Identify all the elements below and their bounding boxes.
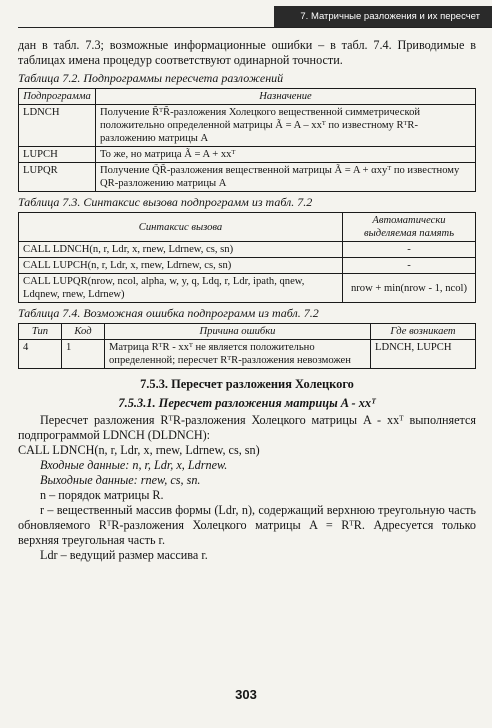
table72-header-purpose: Назначение xyxy=(96,89,476,105)
param-n: n – порядок матрицы R. xyxy=(40,488,164,502)
table73-cell: CALL LUPQR(nrow, ncol, alpha, w, y, q, Ldq, r, Ldr, ipath, qnew, Ldqnew, rnew, Ldrnew) xyxy=(19,274,343,303)
table72-cell: LUPQR xyxy=(19,163,96,192)
table74-cell: LDNCH, LUPCH xyxy=(371,340,476,369)
param-r: r – вещественный массив формы (Ldr, n), содержащий верхнюю треугольную часть обновляемого RᵀR-разложения Холецкого матрицы A = RᵀR. Адресуется только верхняя треугольная часть r. xyxy=(18,503,476,547)
table73-cell: CALL LUPCH(n, r, Ldr, x, rnew, Ldrnew, cs, sn) xyxy=(19,258,343,274)
table-row xyxy=(19,274,476,303)
table72-cell: Получение R̃ᵀR̃-разложения Холецкого вещественной симметрической положительно определенной матрицы Ã = A – xxᵀ по известному RᵀR-разложению матрицы A xyxy=(96,105,476,147)
page-number: 303 xyxy=(235,687,257,702)
table-row xyxy=(19,258,476,274)
table72-caption: Таблица 7.2. Подпрограммы пересчета разложений xyxy=(18,71,284,85)
section-heading: 7.5.3. Пересчет разложения Холецкого xyxy=(140,377,354,391)
table72-cell: То же, но матрица Ã = A + xxᵀ xyxy=(96,147,476,163)
running-header: 7. Матричные разложения и их пересчет xyxy=(274,6,492,28)
table74-cell: 1 xyxy=(62,340,105,369)
table72-header-subprogram: Подпрограмма xyxy=(19,89,96,105)
table73-cell: nrow + min(nrow - 1, ncol) xyxy=(343,274,476,303)
table-row xyxy=(19,105,476,147)
header-rule xyxy=(18,27,492,28)
table73-cell: - xyxy=(343,242,476,258)
table74-header-type: Тип xyxy=(19,324,62,340)
table-row xyxy=(19,340,476,369)
table73-cell: - xyxy=(343,258,476,274)
table72-cell: Получение Q̃R̃-разложения вещественной матрицы Ã = A + αxyᵀ по известному QR-разложению матрицы A xyxy=(96,163,476,192)
table74 xyxy=(18,323,476,369)
table74-header-reason: Причина ошибки xyxy=(105,324,371,340)
call-syntax: CALL LDNCH(n, r, Ldr, x, rnew, Ldrnew, cs, sn) xyxy=(18,443,260,457)
table73 xyxy=(18,212,476,303)
table72-cell: LUPCH xyxy=(19,147,96,163)
table72 xyxy=(18,88,476,192)
intro-paragraph: дан в табл. 7.3; возможные информационные ошибки – в табл. 7.4. Приводимые в таблицах имена процедур соответствуют одинарной точности. xyxy=(18,38,476,67)
body-paragraph: Пересчет разложения RᵀR-разложения Холецкого матрицы A - xxᵀ выполняется подпрограммой LDNCH (DLDNCH): xyxy=(18,413,476,442)
table73-header-syntax: Синтаксис вызова xyxy=(19,213,343,242)
table74-header-code: Код xyxy=(62,324,105,340)
input-data-line: Входные данные: n, r, Ldr, x, Ldrnew. xyxy=(40,458,228,472)
table73-cell: CALL LDNCH(n, r, Ldr, x, rnew, Ldrnew, cs, sn) xyxy=(19,242,343,258)
table-row xyxy=(19,147,476,163)
table-row xyxy=(19,242,476,258)
table74-cell: 4 xyxy=(19,340,62,369)
table73-header-memory: Автоматически выделяемая память xyxy=(343,213,476,242)
param-ldr: Ldr – ведущий размер массива r. xyxy=(40,548,208,562)
table-row xyxy=(19,163,476,192)
table73-caption: Таблица 7.3. Синтаксис вызова подпрограмм из табл. 7.2 xyxy=(18,195,313,209)
table74-header-where: Где возникает xyxy=(371,324,476,340)
table72-cell: LDNCH xyxy=(19,105,96,147)
subsection-heading: 7.5.3.1. Пересчет разложения матрицы A - xxᵀ xyxy=(118,396,376,410)
output-data-line: Выходные данные: rnew, cs, sn. xyxy=(40,473,201,487)
table74-caption: Таблица 7.4. Возможная ошибка подпрограмм из табл. 7.2 xyxy=(18,306,319,320)
page-body xyxy=(18,38,476,563)
table74-cell: Матрица RᵀR - xxᵀ не является положительно определенной; пересчет RᵀR-разложения невозможен xyxy=(105,340,371,369)
